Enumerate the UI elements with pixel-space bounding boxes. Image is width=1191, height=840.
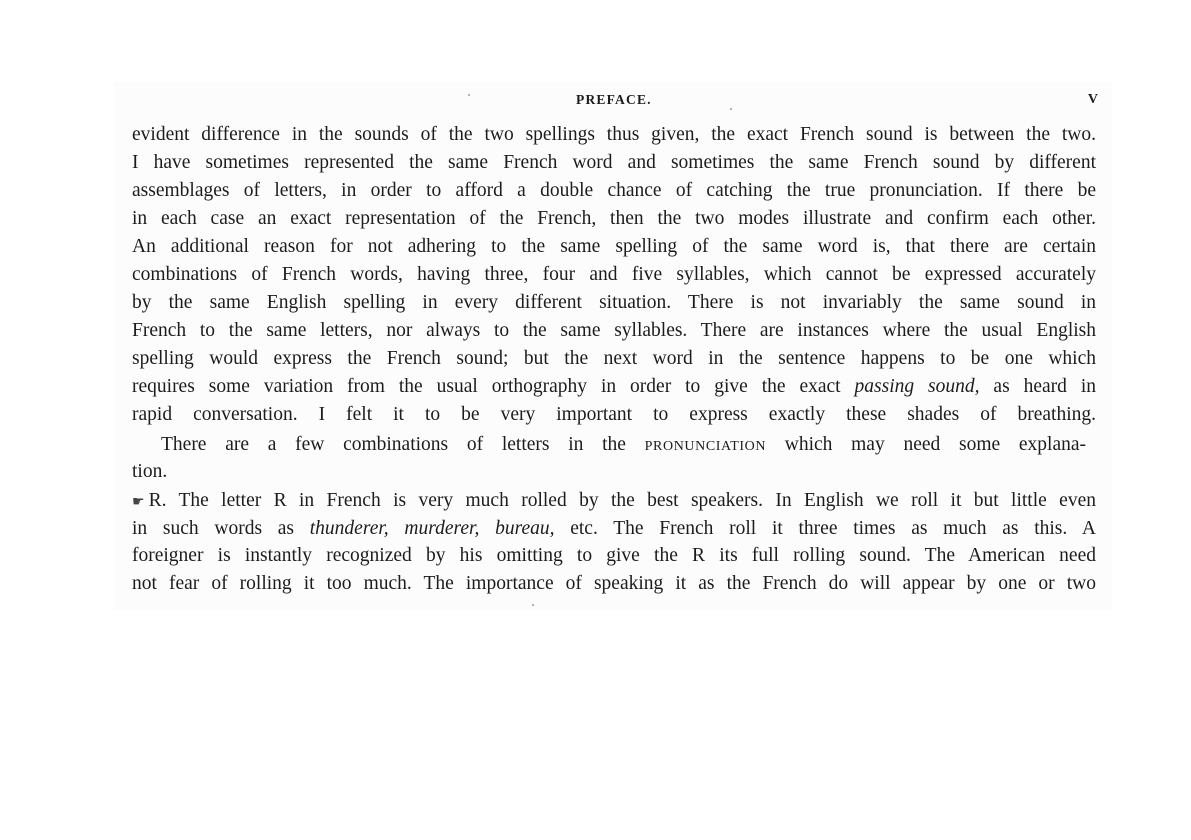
text-line: rapid conversation. I felt it to be very important to express exactly these shades of breathing. <box>132 404 1096 425</box>
text-line <box>161 433 1086 457</box>
text-span: R. The letter R in French is very much rolled by the best speakers. In English we roll it but little even <box>148 490 1096 511</box>
text-span <box>479 518 495 539</box>
text-line: assemblages of letters, in order to afford a double chance of catching the true pronunciation. If there be <box>132 180 1096 201</box>
text-span <box>389 518 405 539</box>
text-span: as heard in <box>979 376 1096 397</box>
pointing-hand-icon: ☛ <box>132 495 145 510</box>
text-span: which may need some explana- <box>766 434 1087 455</box>
text-line <box>132 517 1096 541</box>
running-title: PREFACE. <box>576 92 652 107</box>
text-span: There are a few combinations of letters in the <box>161 434 645 455</box>
text-line <box>132 375 1096 399</box>
italic-word: murderer, <box>404 518 480 539</box>
text-line <box>132 489 1096 515</box>
text-span: in such words as <box>132 518 310 539</box>
text-line: combinations of French words, having three, four and five syllables, which cannot be expressed accurately <box>132 264 1096 285</box>
text-line: tion. <box>132 461 168 482</box>
page-header <box>130 92 1098 110</box>
italic-word: bureau, <box>495 518 555 539</box>
italic-phrase: passing sound, <box>854 376 980 397</box>
small-caps-word: pronunciation <box>644 434 767 455</box>
scan-speck <box>532 604 534 606</box>
italic-word: thunderer, <box>309 518 389 539</box>
text-line: by the same English spelling in every different situation. There is not invariably the same sound in <box>132 292 1096 313</box>
text-line: An additional reason for not adhering to the same spelling of the same word is, that there are certain <box>132 236 1096 257</box>
text-span: etc. The French roll it three times as much as this. A <box>554 518 1097 539</box>
text-line: in each case an exact representation of the French, then the two modes illustrate and confirm each other. <box>132 208 1096 229</box>
text-line: I have sometimes represented the same French word and sometimes the same French sound by different <box>132 152 1096 173</box>
text-line: foreigner is instantly recognized by his omitting to give the R its full rolling sound. The American need <box>132 545 1096 566</box>
text-line: spelling would express the French sound; but the next word in the sentence happens to be one which <box>132 348 1096 369</box>
page-number: V <box>1087 92 1098 107</box>
text-line: not fear of rolling it too much. The importance of speaking it as the French do will appear by one or two <box>132 573 1096 594</box>
text-line: evident difference in the sounds of the two spellings thus given, the exact French sound is between the two. <box>132 124 1096 145</box>
text-line: French to the same letters, nor always to the same syllables. There are instances where the usual English <box>132 320 1096 341</box>
text-span: requires some variation from the usual orthography in order to give the exact <box>132 376 855 397</box>
